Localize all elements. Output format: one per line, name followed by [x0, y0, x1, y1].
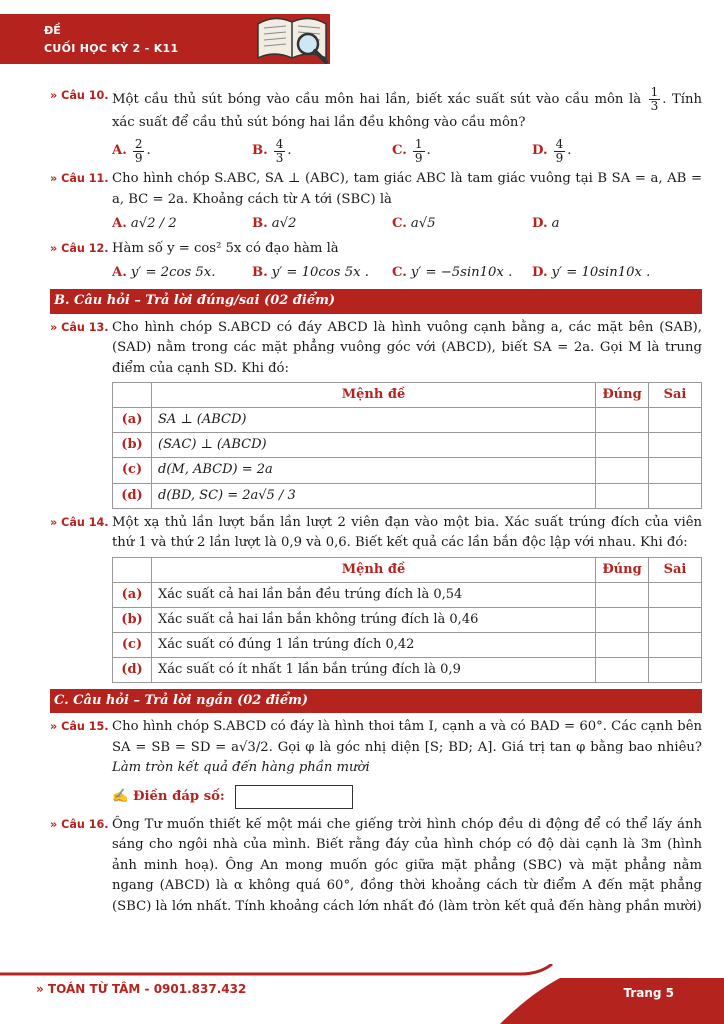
header-line2: CUỐI HỌC KỲ 2 - K11 — [44, 42, 179, 55]
true-false-table: Mệnh đề Đúng Sai (a) SA ⊥ (ABCD) (b) (SAC) ⊥ (ABCD) (c) d(M, ABCD) = 2a (d) d(BD, SC) = 2a√5 / 3 — [112, 382, 702, 509]
option-a: A. y′ = 2cos 5x. — [112, 265, 216, 281]
question-label: » Câu 14. — [50, 515, 109, 529]
true-cell[interactable] — [596, 607, 649, 632]
option-c: C. a√5 — [392, 216, 436, 232]
option-d: D. y′ = 10sin10x . — [532, 265, 651, 281]
table-row: (d) d(BD, SC) = 2a√5 / 3 — [113, 483, 702, 508]
table-row: (a) SA ⊥ (ABCD) — [113, 408, 702, 433]
question-label: » Câu 15. — [50, 720, 109, 734]
option-b: B. $\frac{4}{3}$ . — [252, 136, 292, 166]
question-12 — [50, 239, 702, 284]
option-b: B. a√2 — [252, 216, 297, 232]
option-d: D. $\frac{4}{9}$ . — [532, 136, 572, 166]
option-c: C. $\frac{1}{9}$ . — [392, 136, 431, 166]
false-cell[interactable] — [649, 483, 702, 508]
table-row: (a) Xác suất cả hai lần bắn đều trúng đích là 0,54 — [113, 582, 702, 607]
question-15 — [50, 717, 702, 808]
table-row: (c) Xác suất có đúng 1 lần trúng đích 0,42 — [113, 633, 702, 658]
true-cell[interactable] — [596, 483, 649, 508]
table-row: (b) Xác suất cả hai lần bắn không trúng đích là 0,46 — [113, 607, 702, 632]
page-content — [50, 86, 702, 919]
question-text: Ông Tư muốn thiết kế một mái che giếng trời hình chóp đều di động để có thể lấy ánh sáng cho ngôi nhà của mình. Biết rằng đáy của hình chóp có độ dài cạnh là 3m (hình ảnh minh hoạ). Ông An mong muốn góc giữa mặt phẳng (SBC) và mặt phẳng nằm ngang (ABCD) là α không quá 60°, đồng thời khoảng cách từ điểm A đến mặt phẳng (SBC) là lớn nhất. Tính khoảng cách lớn nhất đó (làm tròn kết quả đến hàng phần mười) — [112, 816, 702, 914]
answer-box[interactable] — [235, 785, 353, 809]
fraction: $\frac{1}{3}$ — [650, 85, 659, 114]
option-d: D. a — [532, 216, 560, 232]
option-a: A. $\frac{2}{9}$ . — [112, 136, 151, 166]
option-b: B. y′ = 10cos 5x . — [252, 265, 369, 281]
question-10: » Câu 10. Một cầu thủ sút bóng vào cầu môn hai lần, biết xác suất sút vào cầu môn là $\frac{1}{3}$ . Tính xác suất để cầu thủ sút bóng hai lần đều không vào cầu môn? A. $\frac{2}{9}$ . B. $\frac{4}{3}$ . C. $\frac{1}{9}$ . D. $\frac{4}{9}$ . — [50, 85, 702, 166]
question-14 — [50, 513, 702, 684]
false-cell[interactable] — [649, 458, 702, 483]
table-row: (b) (SAC) ⊥ (ABCD) — [113, 433, 702, 458]
options — [112, 214, 702, 234]
footer-contact: » TOÁN TỪ TÂM - 0901.837.432 — [36, 982, 247, 996]
false-cell[interactable] — [649, 607, 702, 632]
table-row: (d) Xác suất có ít nhất 1 lần bắn trúng đích là 0,9 — [113, 658, 702, 683]
true-false-table: Mệnh đề Đúng Sai (a) Xác suất cả hai lần bắn đều trúng đích là 0,54 (b) Xác suất cả hai lần bắn không trúng đích là 0,46 (c) Xác suất có đúng 1 lần trúng đích 0,42 (d) Xác suất có ít nhất 1 lần bắn trúng đích là 0,9 — [112, 557, 702, 684]
question-label: » Câu 11. — [50, 172, 109, 186]
question-label: » Câu 12. — [50, 241, 109, 255]
true-cell[interactable] — [596, 582, 649, 607]
page-number: Trang 5 — [623, 986, 674, 1000]
answer-label: ✍ Điền đáp số: — [112, 788, 225, 804]
option-a: A. a√2 / 2 — [112, 216, 177, 232]
question-text: Hàm số y = cos² 5x có đạo hàm là — [112, 240, 339, 256]
question-11 — [50, 169, 702, 234]
answer-row — [112, 785, 702, 809]
false-cell[interactable] — [649, 582, 702, 607]
true-cell[interactable] — [596, 408, 649, 433]
section-c-header: C. Câu hỏi – Trả lời ngắn (02 điểm) — [50, 689, 702, 713]
option-c: C. y′ = −5sin10x . — [392, 265, 513, 281]
true-cell[interactable] — [596, 658, 649, 683]
options — [112, 263, 702, 283]
question-text: Cho hình chóp S.ABCD có đáy là hình thoi tâm I, cạnh a và có BAD = 60°. Các cạnh bên SA = SB = SD = a√3/2. Gọi φ là góc nhị diện [S; BD; A]. Giá trị tan φ bằng bao nhiêu? — [112, 719, 702, 755]
false-cell[interactable] — [649, 408, 702, 433]
section-b-header: B. Câu hỏi – Trả lời đúng/sai (02 điểm) — [50, 289, 702, 313]
false-cell[interactable] — [649, 633, 702, 658]
question-16 — [50, 815, 702, 917]
question-label: » Câu 13. — [50, 320, 109, 334]
question-text: Cho hình chóp S.ABCD có đáy ABCD là hình vuông cạnh bằng a, các mặt bên (SAB),(SAD) nằm trong các mặt phẳng vuông góc với (ABCD), biết SA = 2a. Gọi M là trung điểm của cạnh SD. Khi đó: — [112, 319, 702, 376]
true-cell[interactable] — [596, 458, 649, 483]
question-text: Cho hình chóp S.ABC, SA ⊥ (ABC), tam giác ABC là tam giác vuông tại B SA = a, AB = a, BC = 2a. Khoảng cách từ A tới (SBC) là — [112, 171, 702, 207]
question-label: » Câu 10. — [50, 89, 109, 102]
false-cell[interactable] — [649, 433, 702, 458]
book-magnifier-icon — [252, 4, 332, 68]
options — [112, 138, 702, 165]
true-cell[interactable] — [596, 433, 649, 458]
question-label: » Câu 16. — [50, 817, 109, 831]
question-text: Một xạ thủ lần lượt bắn lần lượt 2 viên đạn vào một bia. Xác suất trúng đích của viên thứ 1 và thứ 2 lần lượt là 0,9 và 0,6. Biết kết quả các lần bắn độc lập với nhau. Khi đó: — [112, 514, 702, 551]
header-line1: ĐỀ — [44, 24, 61, 37]
true-cell[interactable] — [596, 633, 649, 658]
table-row: (c) d(M, ABCD) = 2a — [113, 458, 702, 483]
false-cell[interactable] — [649, 658, 702, 683]
rounding-note: Làm tròn kết quả đến hàng phần mười — [112, 760, 370, 776]
footer — [0, 964, 724, 1024]
question-13 — [50, 318, 702, 509]
